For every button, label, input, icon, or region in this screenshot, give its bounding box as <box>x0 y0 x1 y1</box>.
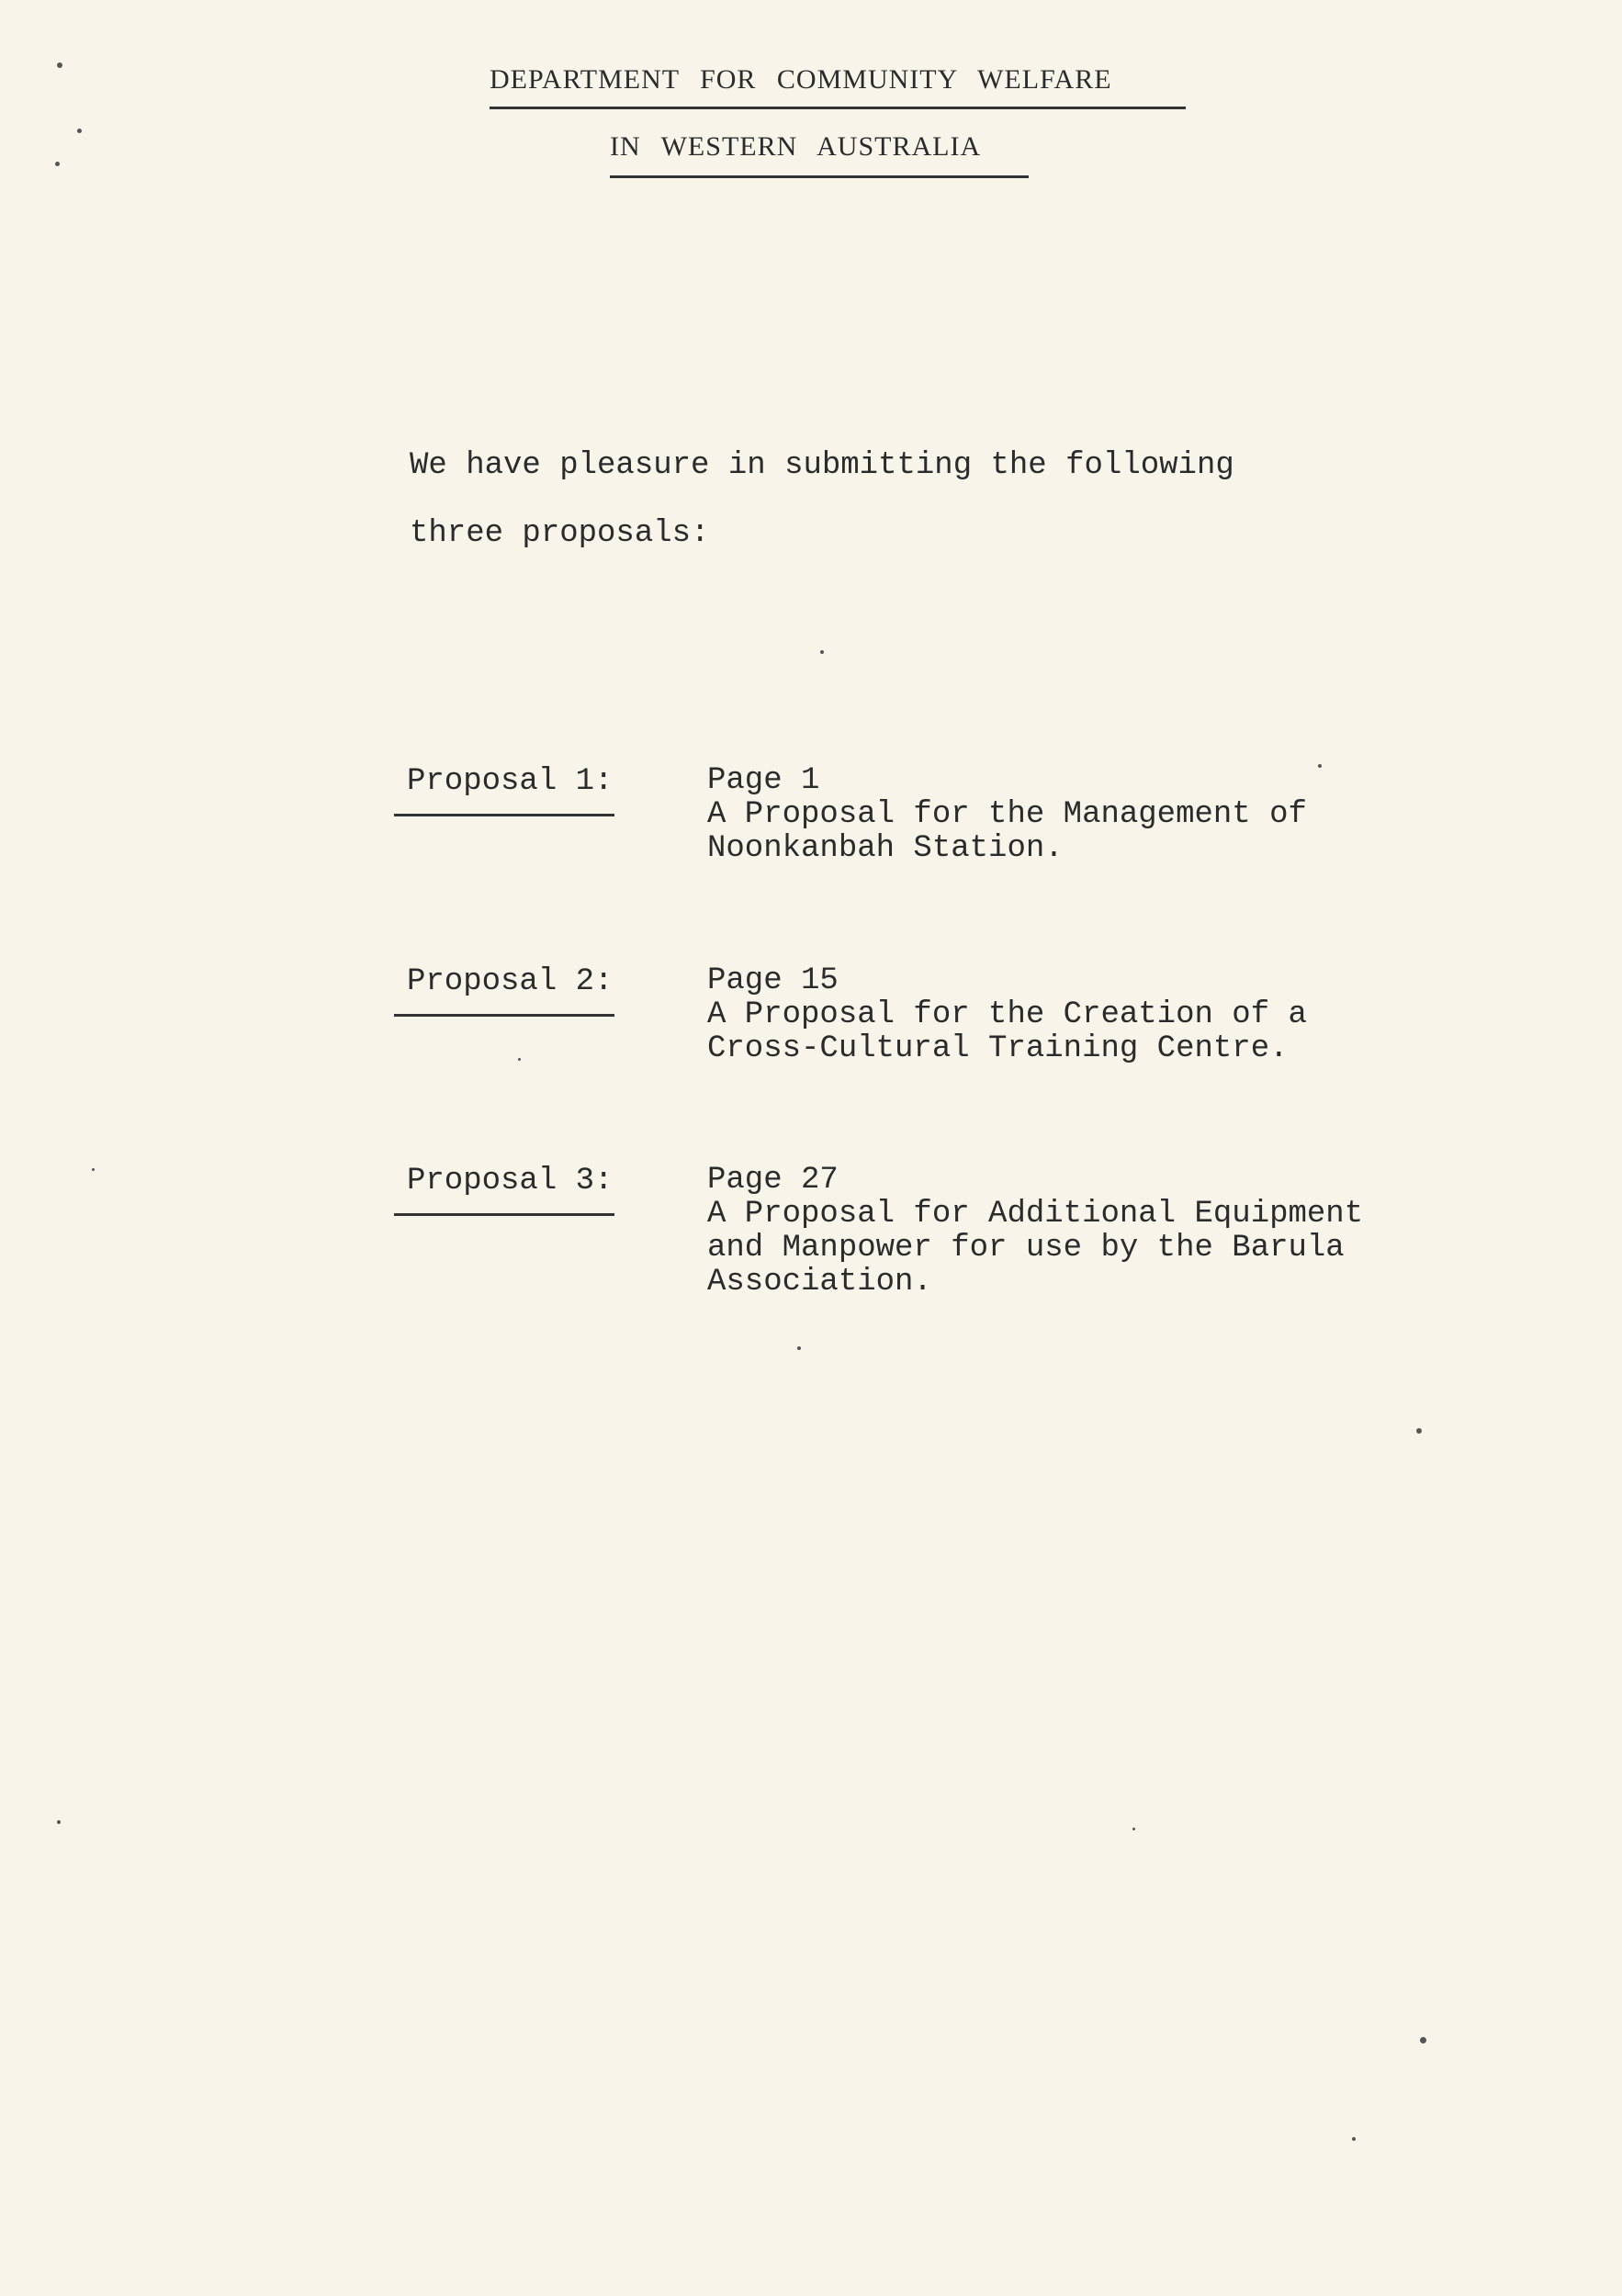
header-title-line-2: IN WESTERN AUSTRALIA <box>610 131 982 162</box>
proposal-description <box>707 1164 1363 1300</box>
proposal-label-underline <box>394 1014 614 1017</box>
proposal-description <box>707 964 1307 1066</box>
proposal-page-ref: Page 15 <box>707 963 839 998</box>
intro-line-1: We have pleasure in submitting the following <box>410 448 1234 483</box>
proposal-page-ref: Page 1 <box>707 763 820 798</box>
header-title-line-1: DEPARTMENT FOR COMMUNITY WELFARE <box>490 64 1112 95</box>
intro-line-2: three proposals: <box>410 516 710 551</box>
proposal-line: Association. <box>707 1265 932 1300</box>
scan-speck <box>518 1058 521 1061</box>
scan-speck <box>92 1168 95 1171</box>
proposal-line: A Proposal for the Creation of a <box>707 997 1307 1032</box>
proposal-line: A Proposal for Additional Equipment <box>707 1197 1364 1232</box>
proposal-label-underline <box>394 814 614 816</box>
scan-speck <box>797 1346 801 1350</box>
intro-paragraph <box>410 432 1234 568</box>
scan-speck <box>1352 2137 1356 2141</box>
proposal-line: and Manpower for use by the Barula <box>707 1231 1345 1266</box>
proposal-page-ref: Page 27 <box>707 1163 839 1198</box>
scan-speck <box>1318 764 1322 768</box>
proposal-label: Proposal 1: <box>407 764 614 799</box>
header-underline-2 <box>610 175 1029 178</box>
header-underline-1 <box>490 107 1186 109</box>
scan-speck <box>57 1820 61 1824</box>
scan-speck <box>1132 1828 1135 1830</box>
scan-speck <box>55 162 60 166</box>
proposal-label: Proposal 2: <box>407 964 614 999</box>
scan-speck <box>820 650 824 654</box>
proposal-line: A Proposal for the Management of <box>707 797 1307 832</box>
scan-speck <box>1420 2037 1426 2043</box>
proposal-description <box>707 764 1307 866</box>
scan-speck <box>77 129 82 133</box>
proposal-line: Cross-Cultural Training Centre. <box>707 1031 1289 1066</box>
scan-speck <box>57 62 62 68</box>
proposal-label: Proposal 3: <box>407 1164 614 1199</box>
proposal-label-underline <box>394 1213 614 1216</box>
scan-speck <box>1416 1428 1422 1434</box>
proposal-line: Noonkanbah Station. <box>707 831 1064 866</box>
